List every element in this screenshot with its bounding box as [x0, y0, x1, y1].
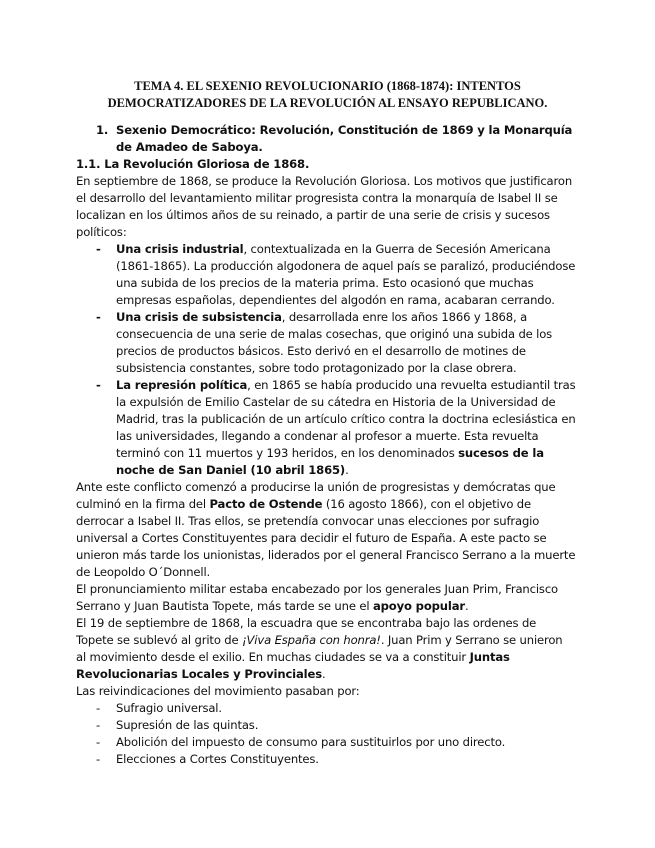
text-run: Ante este conflicto comenzó a producirse la unión de progresistas y demócratas que culminó en la firma del — [76, 480, 556, 511]
section-heading-text: Sexenio Democrático: Revolución, Constitución de 1869 y la Monarquía de Amadeo de Saboya. — [116, 123, 573, 154]
text-run: . — [464, 599, 469, 613]
title-line-2: DEMOCRATIZADORES DE LA REVOLUCIÓN AL ENSAYO REPUBLICANO. — [107, 96, 548, 110]
section-heading — [76, 122, 576, 156]
intro-paragraph: En septiembre de 1868, se produce la Revolución Gloriosa. Los motivos que justificaron el desarrollo del levantamiento militar progresista contra la monarquía de Isabel II se localizan en los últimos años de su reinado, a partir de una serie de crisis y sucesos políticos: — [76, 174, 573, 239]
list-item — [76, 241, 576, 309]
crisis-title: La represión política — [116, 378, 248, 392]
text-run: El 19 de septiembre de 1868, la escuadra que se encontraba bajo las ordenes de Topete se sublevó al grito de — [76, 616, 537, 647]
crises-list — [76, 241, 576, 479]
text-run: . Juan Prim y Serrano se unieron al movimiento desde el exilio. En muchas ciudades se va a constituir — [76, 633, 563, 664]
list-item: - Supresión de las quintas. — [76, 717, 576, 734]
crisis-title: Una crisis industrial — [116, 242, 244, 256]
paragraph-sublevacion — [76, 615, 576, 683]
list-item — [76, 309, 576, 377]
bold-term: Juntas Revolucionarias Locales y Provinciales — [76, 650, 510, 681]
crisis-tail: . — [345, 463, 349, 477]
page-title — [60, 78, 595, 112]
demands-list — [76, 700, 576, 768]
crisis-highlight: sucesos de la noche de San Daniel (10 abril 1865) — [116, 446, 544, 477]
italic-quote: ¡Viva España con honra! — [242, 633, 381, 647]
text-run: El pronunciamiento militar estaba encabezado por los generales Juan Prim, Francisco Serrano y Juan Bautista Topete, más tarde se une el — [76, 582, 558, 613]
title-line-1: TEMA 4. EL SEXENIO REVOLUCIONARIO (1868-1874): INTENTOS — [134, 79, 521, 93]
crisis-text: , en 1865 se había producido una revuelta estudiantil tras la expulsión de Emilio Castelar de su cátedra en Historia de la Universidad de Madrid, tras la publicación de un artículo crítico contra la doctrina eclesiástica en las universidades, llegando a condenar al profesor a muerte. Esta revuelta terminó con 11 muertos y 193 heridos, en los denominados — [116, 378, 576, 460]
bold-term: Pacto de Ostende — [209, 497, 323, 511]
paragraph-pronunciamiento — [76, 581, 576, 615]
list-item: - Sufragio universal. — [76, 700, 576, 717]
crisis-text: , desarrollada enre los años 1866 y 1868, a consecuencia de una serie de malas cosechas, que originó una subida de los precios de productos básicos. Esto derivó en el desarrollo de motines de subsistencia constantes, sobre todo protagonizado por la clase obrera. — [116, 310, 553, 375]
crisis-title: Una crisis de subsistencia — [116, 310, 282, 324]
list-item — [76, 377, 576, 479]
crisis-text: , contextualizada en la Guerra de Secesión Americana (1861-1865). La producción algodonera de aquel país se paralizó, produciéndose una subida de los precios de la materia prima. Esto ocasionó que muchas empresas españolas, dependientes del algodón en rama, acabaran cerrando. — [116, 242, 576, 307]
text-run: (16 agosto 1866), con el objetivo de derrocar a Isabel II. Tras ellos, se pretendía convocar unas elecciones por sufragio universal a Cortes Constituyentes para decidir el futuro de España. A este pacto se unieron más tarde los unionistas, liderados por el general Francisco Serrano a la muerte de Leopoldo O´Donnell. — [76, 497, 576, 579]
list-item: - Elecciones a Cortes Constituyentes. — [76, 751, 576, 768]
subsection-heading: 1.1. La Revolución Gloriosa de 1868. — [76, 157, 310, 171]
text-run: . — [321, 667, 326, 681]
demands-intro: Las reivindicaciones del movimiento pasaban por: — [76, 684, 360, 698]
list-item: - Abolición del impuesto de consumo para sustituirlos por uno directo. — [76, 734, 576, 751]
document-body — [76, 122, 576, 768]
bold-term: apoyo popular — [372, 599, 465, 613]
paragraph-ostende — [76, 479, 576, 581]
section-number: 1. — [96, 123, 109, 137]
